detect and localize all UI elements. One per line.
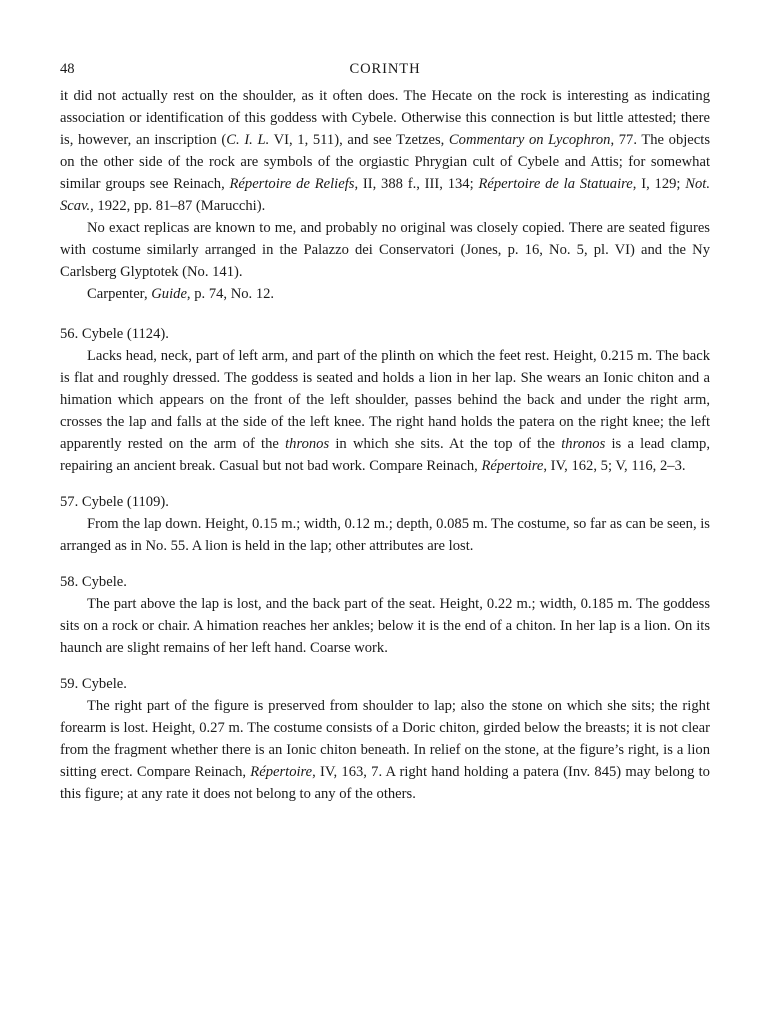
entry-58-body: The part above the lap is lost, and the back part of the seat. Height, 0.22 m.; width, 0.185 m. The goddess sits on a rock or chair. A himation reaches her ankles; below it is the end of a chiton. In her lap is a lion. On its haunch are slight remains of her left hand. Coarse work. (60, 596, 710, 656)
term-italic: thronos (561, 436, 606, 452)
running-head (60, 58, 710, 82)
citation-italic: Répertoire de la Statuaire (478, 176, 633, 192)
citation-italic: Guide (151, 286, 187, 302)
citation-italic: Répertoire (250, 764, 313, 780)
entry-58-heading: 58. Cybele. (60, 574, 127, 590)
text-run: , I, 129; (632, 176, 686, 192)
text-run: VI, 1, 511), and see Tzetzes, (269, 132, 449, 148)
text-run: Lacks head, neck, part of left arm, and part of the plinth on which the feet rest. Height, 0.215 m. The back is flat and roughly dressed. The goddess is seated and holds a lion in her lap. She wears an Ionic chiton and a himation which appears on the front of the left shoulder, passes behind the back and under the right arm, crosses the lap and falls at the side of the left knee. The right hand holds the patera on the right knee; the left apparently rested on the arm of the (60, 348, 710, 452)
entry-59-body (60, 695, 710, 805)
page (60, 58, 710, 805)
citation-italic: Répertoire (481, 458, 544, 474)
citation-italic: Commentary on Lycophron (448, 132, 611, 148)
text-run: is a lead clamp, repairing an ancient break. Casual but not bad work. Compare Reinach, (60, 436, 710, 474)
text-run: , p. 74, No. 12. (186, 286, 275, 302)
text-run: it did not actually rest on the shoulder, as it often does. The Hecate on the rock is interesting as indicating association or identification of this goddess with Cybele. Otherwise this connection is but little attested; there is, however, an inscription ( (60, 88, 710, 148)
text-run: The right part of the figure is preserved from shoulder to lap; also the stone on which she sits; the right forearm is lost. Height, 0.27 m. The costume consists of a Doric chiton, girded below the breasts; it is not clear from the fragment whether there is an Ionic chiton beneath. In relief on the stone, at the figure’s right, is a lion sitting erect. Compare Reinach, (60, 698, 710, 780)
entry-59-heading: 59. Cybele. (60, 676, 127, 692)
text-run: , IV, 162, 5; V, 116, 2–3. (543, 458, 686, 474)
entry-57-heading: 57. Cybele (1109). (60, 494, 169, 510)
text-run: Carpenter, (87, 286, 152, 302)
continuation-paragraph (60, 85, 710, 217)
text-run: , 77. The objects on the other side of the rock are symbols of the orgiastic Phrygian cult of Cybele and Attis; for somewhat similar groups see Reinach, (60, 132, 710, 192)
citation-italic: Répertoire de Reliefs (229, 176, 355, 192)
entry-56-heading: 56. Cybele (1124). (60, 326, 169, 342)
term-italic: thronos (285, 436, 330, 452)
text-run: , IV, 163, 7. A right hand holding a patera (Inv. 845) may belong to this figure; at any rate it does not belong to any of the others. (60, 764, 710, 802)
entry-57-body: From the lap down. Height, 0.15 m.; width, 0.12 m.; depth, 0.085 m. The costume, so far as can be seen, is arranged as in No. 55. A lion is held in the lap; other attributes are lost. (60, 516, 710, 554)
citation-italic: C. I. L. (226, 132, 270, 148)
text-run: , II, 388 f., III, 134; (354, 176, 479, 192)
running-title: CORINTH (349, 61, 421, 77)
replicas-paragraph: No exact replicas are known to me, and probably no original was closely copied. There are seated figures with costume similarly arranged in the Palazzo dei Conservatori (Jones, p. 16, No. 5, pl. VI) and the Ny Carlsberg Glyptotek (No. 141). (60, 220, 710, 280)
bibliography-paragraph (60, 283, 710, 305)
citation-italic: Not. Scav. (60, 176, 710, 214)
text-run: in which she sits. At the top of the (329, 436, 562, 452)
page-number: 48 (60, 61, 75, 77)
entry-56-body (60, 345, 710, 477)
text-run: , 1922, pp. 81–87 (Marucchi). (90, 198, 266, 214)
